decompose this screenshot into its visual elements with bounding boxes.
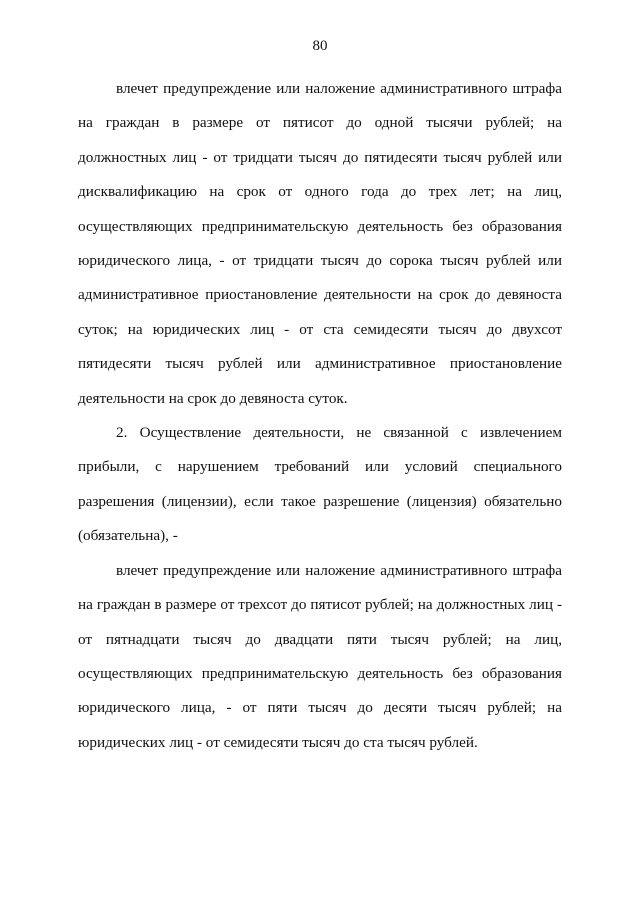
page-number: 80: [312, 38, 328, 54]
paragraph-clause-2: 2. Осуществление деятельности, не связанной с извлечением прибыли, с нарушением требований или условий специального разрешения (лицензии), если такое разрешение (лицензия) обязательно (обязательна), -: [78, 424, 562, 545]
paragraph-penalty-2: влечет предупреждение или наложение административного штрафа на граждан в размере от трехсот до пятисот рублей; на должностных лиц - от пятнадцати тысяч до двадцати пяти тысяч рублей; на лиц, осуществляющих предпринимательскую деятельность без образования юридического лица, - от пяти тысяч до десяти тысяч рублей; на юридических лиц - от семидесяти тысяч до ста тысяч рублей.: [78, 561, 562, 751]
document-body: [78, 72, 562, 760]
paragraph-penalty-1: влечет предупреждение или наложение административного штрафа на граждан в размере от пятисот до одной тысячи рублей; на должностных лиц - от тридцати тысяч до пятидесяти тысяч рублей или дисквалификацию на срок от одного года до трех лет; на лиц, осуществляющих предпринимательскую деятельность без образования юридического лица, - от тридцати тысяч до сорока тысяч рублей или административное приостановление деятельности на срок до девяноста суток; на юридических лиц - от ста семидесяти тысяч до двухсот пятидесяти тысяч рублей или административное приостановление деятельности на срок до девяноста суток.: [78, 80, 562, 407]
